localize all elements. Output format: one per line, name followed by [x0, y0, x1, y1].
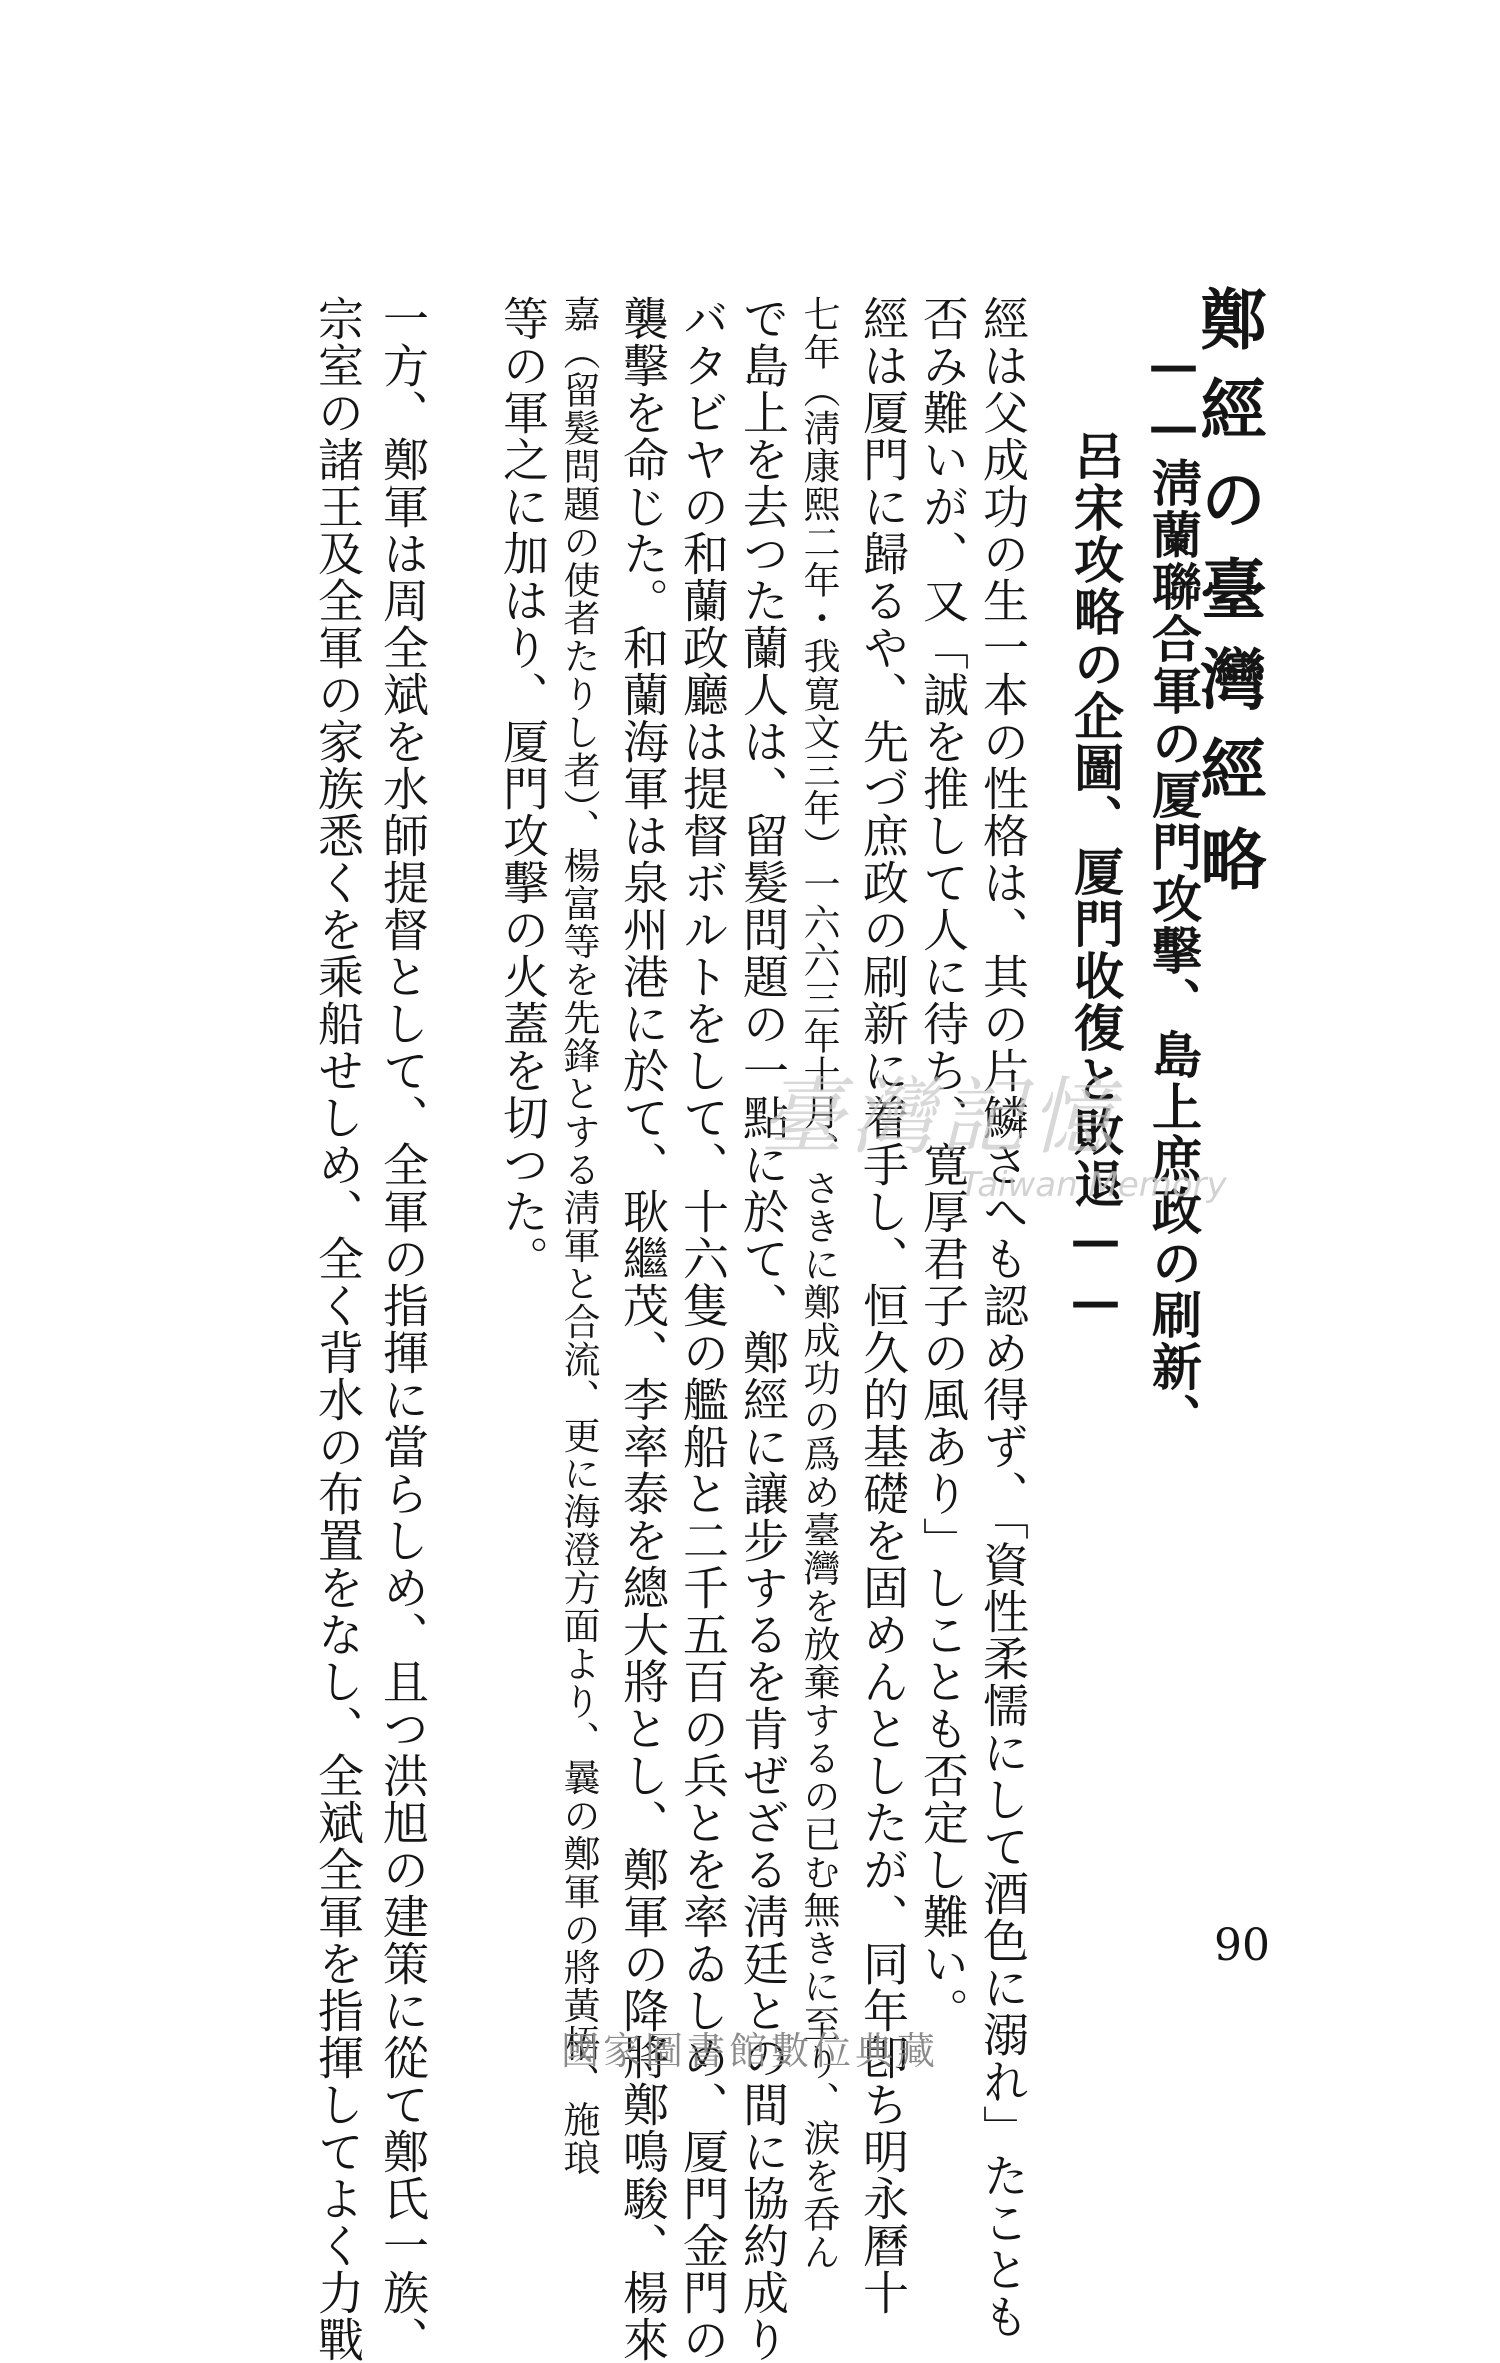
body-line-4: 七年（淸康熙二年・我寛文三年）一六六三年十月、さきに鄭成功の爲め臺灣を放棄するの已む無きに至り、涙を呑ん [797, 295, 840, 2271]
body-line-3: 經は厦門に歸るや、先づ庶政の刷新に着手し、恒久的基礎を固めんとしたが、同年卽ち明永曆十 [856, 295, 910, 2316]
body-line-7: 襲擊を命じた。和蘭海軍は泉州港に於て、耿繼茂、李率泰を總大將とし、鄭軍の降將鄭鳴駿、楊來 [616, 295, 670, 2363]
body-line-11: 宗室の諸王及全軍の家族悉くを乘船せしめ、全く背水の布置をなし、全斌全軍を指揮してよく力戰 [311, 295, 365, 2363]
body-line-9: 等の軍之に加はり、厦門攻擊の火蓋を切つた。 [496, 295, 550, 1282]
watermark-subtext: Taiwan Memory [960, 1165, 1227, 1205]
document-title: 鄭經の臺灣經略 [1189, 285, 1267, 915]
footer-credit: 國家圖書館數位典藏 [560, 2029, 939, 2073]
body-line-8: 嘉（留髮問題の使者たりし者）、楊富等を先鋒とする淸軍と合流、更に海澄方面より、曩の鄭軍の將黃梧、施琅 [557, 295, 600, 2177]
subtitle-line-2: 呂宋攻略の企圖、厦門收復と敗退—— [1066, 430, 1125, 1332]
body-line-10: 一方、鄭軍は周全斌を水師提督として、全軍の指揮に當らしめ、且つ洪旭の建策に從て鄭氏一族、 [376, 295, 430, 2363]
body-line-5: で島上を去つた蘭人は、留髮問題の一點に於て、鄭經に讓步するを肯ぜざる淸廷との間に協約成り [736, 295, 790, 2363]
watermark-text: 臺灣記憶 [760, 1068, 1121, 1166]
body-line-1: 經は父成功の生一本の性格は、其の片鱗さへも認め得ず、「資性柔懦にして酒色に溺れ」たことも [976, 295, 1030, 2340]
body-line-6: バタビヤの和蘭政廳は提督ボルトをして、十六隻の艦船と二千五百の兵とを率ゐしめ、厦門金門の [676, 295, 730, 2363]
page-number: 90 [1214, 1920, 1270, 1971]
subtitle-line-1: ——淸蘭聯合軍の厦門攻擊、島上庶政の刷新、 [1144, 335, 1203, 1445]
body-line-2: 否み難いが、又「誠を推して人に待ち、寛厚君子の風あり」しことも否定し難い。 [916, 295, 970, 2034]
